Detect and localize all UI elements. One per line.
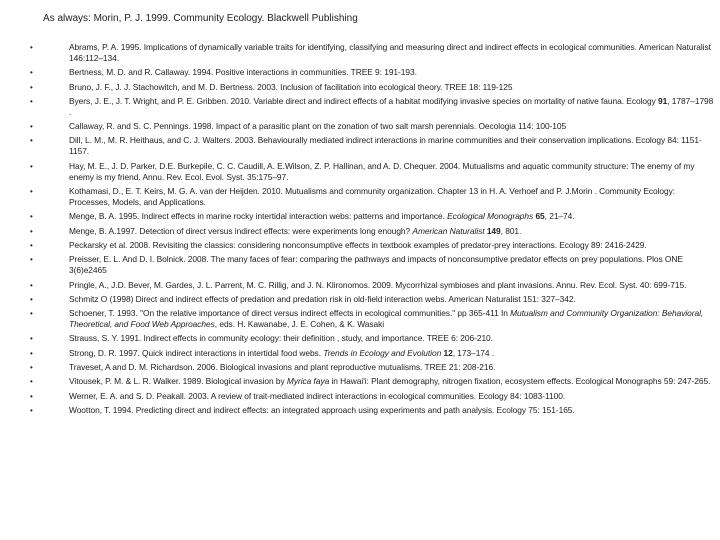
reference-segment: Bertness, M. D. and R. Callaway. 1994. Positive interactions in communities. TREE 9: 191-193. bbox=[69, 67, 417, 78]
bullet-icon: • bbox=[30, 280, 33, 290]
reference-segment: Schoener, T. 1993. "On the relative importance of direct versus indirect effects in ecological communities." pp 365-411 In bbox=[69, 308, 511, 319]
reference-text bbox=[69, 42, 716, 64]
reference-segment: Mutualism and Community Organization: Behavioral, Theoretical, and Food Web Approaches bbox=[69, 308, 704, 330]
reference-segment: Pringle, A., J.D. Bever, M. Gardes, J. L. Parrent, M. C. Rillig, and J. N. Klironomos. 2009. Mycorrhizal symbioses and plant invasions. Annu. Rev. Ecol. Syst. 40: 699-715. bbox=[69, 279, 687, 290]
reference-text bbox=[69, 376, 716, 387]
reference-item bbox=[30, 376, 716, 387]
reference-segment: , 1787–1798 . bbox=[69, 95, 714, 117]
reference-segment: Trends in Ecology and Evolution bbox=[323, 347, 442, 358]
reference-segment: 149 bbox=[486, 225, 501, 236]
reference-item bbox=[30, 161, 716, 183]
reference-segment: in Hawai'i: Plant demography, nitrogen fixation, ecosystem effects. Ecological Monographs 59: 247-265. bbox=[329, 376, 711, 387]
reference-text bbox=[69, 308, 716, 330]
reference-segment: Werner, E. A. and S. D. Peakall. 2003. A review of trait-mediated indirect interactions in ecological communities. Ecology 84: 1083-1100. bbox=[69, 390, 566, 401]
reference-item bbox=[30, 405, 716, 416]
reference-item bbox=[30, 362, 716, 373]
reference-item bbox=[30, 135, 716, 157]
reference-text bbox=[69, 186, 716, 208]
bullet-icon: • bbox=[30, 294, 33, 304]
reference-segment: Myrica faya bbox=[286, 376, 330, 387]
reference-segment: , eds. H. Kawanabe, J. E. Cohen, & K. Wasaki bbox=[214, 319, 385, 330]
bullet-icon: • bbox=[30, 348, 33, 358]
reference-text bbox=[69, 96, 716, 118]
reference-item bbox=[30, 294, 716, 305]
reference-segment: Strauss, S. Y. 1991. Indirect effects in community ecology: their definition , study, and importance. TREE 6: 206-210. bbox=[69, 333, 493, 344]
reference-text bbox=[69, 82, 716, 93]
reference-segment: Bruno, J. F., J. J. Stachowitch, and M. D. Bertness. 2003. Inclusion of facilitation into ecological theory. TREE 18: 119-125 bbox=[69, 81, 513, 92]
reference-segment: Preisser, E. L. And D. I. Bolnick. 2008. The many faces of fear: comparing the pathways and impacts of nonconsumptive predator effects on prey populations. Plos ONE 3(6)e2465 bbox=[69, 254, 683, 276]
reference-segment: , 21–74. bbox=[544, 211, 575, 222]
reference-segment: Peckarsky et al. 2008. Revisiting the classics: considering nonconsumptive effects in textbook examples of predator-prey interactions. Ecology 89: 2416-2429. bbox=[69, 239, 647, 250]
reference-text bbox=[69, 348, 716, 359]
reference-item bbox=[30, 240, 716, 251]
reference-text bbox=[69, 240, 716, 251]
reference-item bbox=[30, 333, 716, 344]
bullet-icon: • bbox=[30, 363, 33, 373]
bullet-icon: • bbox=[30, 96, 33, 106]
reference-segment: Callaway, R. and S. C. Pennings. 1998. Impact of a parasitic plant on the zonation of two salt marsh perennials. Oecologia 114: 100-105 bbox=[69, 121, 567, 132]
reference-segment: Kothamasi, D., E. T. Keirs, M. G. A. van der Heijden. 2010. Mutualisms and community organization. Chapter 13 in H. A. Verhoef and P. J.Morin . Community Ecology: Processes, Models, and Applications. bbox=[69, 186, 676, 208]
reference-text bbox=[69, 121, 716, 132]
reference-item bbox=[30, 211, 716, 222]
reference-segment: Ecological Monographs bbox=[447, 211, 534, 222]
reference-segment: Menge, B. A. 1995. Indirect effects in marine rocky intertidal interaction webs: patterns and importance. bbox=[69, 211, 448, 222]
reference-text bbox=[69, 391, 716, 402]
reference-segment: 91 bbox=[658, 95, 668, 106]
bullet-icon: • bbox=[30, 309, 33, 319]
bullet-icon: • bbox=[30, 161, 33, 171]
reference-text bbox=[69, 294, 716, 305]
reference-item bbox=[30, 280, 716, 291]
reference-segment: , 801. bbox=[500, 225, 522, 236]
reference-segment: Vitousek, P. M. & L. R. Walker. 1989. Biological invasion by bbox=[69, 376, 287, 387]
bullet-icon: • bbox=[30, 255, 33, 265]
reference-segment: Byers, J. E., J. T. Wright, and P. E. Gribben. 2010. Variable direct and indirect effects of a habitat modifying invasive species on mortality of native fauna. Ecology bbox=[69, 95, 659, 106]
bullet-icon: • bbox=[30, 68, 33, 78]
bullet-icon: • bbox=[30, 377, 33, 387]
bullet-icon: • bbox=[30, 136, 33, 146]
bullet-icon: • bbox=[30, 122, 33, 132]
reference-list bbox=[30, 42, 716, 419]
page-header: As always: Morin, P. J. 1999. Community Ecology. Blackwell Publishing bbox=[43, 13, 358, 24]
reference-segment: 12 bbox=[443, 347, 453, 358]
reference-segment: Wootton, T. 1994. Predicting direct and indirect effects: an integrated approach using experiments and path analysis. Ecology 75: 151-165. bbox=[69, 404, 575, 415]
reference-text bbox=[69, 362, 716, 373]
reference-segment: Menge, B. A.1997. Detection of direct versus indirect effects: were experiments long enough? bbox=[69, 225, 413, 236]
reference-segment: Strong, D. R. 1997. Quick indirect interactions in intertidal food webs. bbox=[69, 347, 324, 358]
bullet-icon: • bbox=[30, 212, 33, 222]
reference-segment: Abrams, P. A. 1995. Implications of dynamically variable traits for identifying, classifying and measuring direct and indirect effects in ecological communities. American Naturalist 146:112–134. bbox=[69, 42, 711, 63]
reference-text bbox=[69, 280, 716, 291]
reference-item bbox=[30, 82, 716, 93]
reference-item bbox=[30, 121, 716, 132]
reference-segment: Dill, L. M., M. R. Heithaus, and C. J. Walters. 2003. Behaviourally mediated indirect interactions in marine communities and their conservation implications. Ecology 84: 1151-1157. bbox=[69, 135, 702, 157]
reference-item bbox=[30, 348, 716, 359]
bullet-icon: • bbox=[30, 334, 33, 344]
reference-text bbox=[69, 211, 716, 222]
reference-segment: Hay, M. E., J. D. Parker, D.E. Burkepile, C. C. Caudill, A. E.Wilson, Z. P. Hallinan, and A. D. Chequer. 2004. Mutualisms and aquatic community structure: The enemy of my enemy is my friend. Annu. Rev. Ecol. Evol. Syst. 35:175–97. bbox=[69, 160, 695, 182]
reference-text bbox=[69, 67, 716, 78]
bullet-icon: • bbox=[30, 187, 33, 197]
reference-item bbox=[30, 226, 716, 237]
reference-text bbox=[69, 333, 716, 344]
bullet-icon: • bbox=[30, 240, 33, 250]
bullet-icon: • bbox=[30, 226, 33, 236]
reference-segment: , 173–174 . bbox=[452, 347, 495, 358]
reference-item bbox=[30, 96, 716, 118]
bullet-icon: • bbox=[30, 82, 33, 92]
bullet-icon: • bbox=[30, 391, 33, 401]
reference-text bbox=[69, 135, 716, 157]
reference-segment: Schmitz O (1998) Direct and indirect effects of predation and predation risk in old-field interaction webs. American Naturalist 151: 327–342. bbox=[69, 293, 576, 304]
bullet-icon: • bbox=[30, 43, 33, 52]
reference-item bbox=[30, 254, 716, 276]
reference-text bbox=[69, 254, 716, 276]
reference-item bbox=[30, 186, 716, 208]
reference-text bbox=[69, 405, 716, 416]
reference-segment: 65 bbox=[535, 211, 545, 222]
reference-text bbox=[69, 226, 716, 237]
reference-item bbox=[30, 42, 716, 64]
reference-text bbox=[69, 161, 716, 183]
reference-segment: American Naturalist bbox=[412, 225, 485, 236]
reference-item bbox=[30, 308, 716, 330]
reference-item bbox=[30, 67, 716, 78]
reference-segment: Traveset, A and D. M. Richardson. 2006. Biological invasions and plant reproductive mutualisms. TREE 21: 208-216. bbox=[69, 362, 496, 373]
bullet-icon: • bbox=[30, 405, 33, 415]
reference-item bbox=[30, 391, 716, 402]
